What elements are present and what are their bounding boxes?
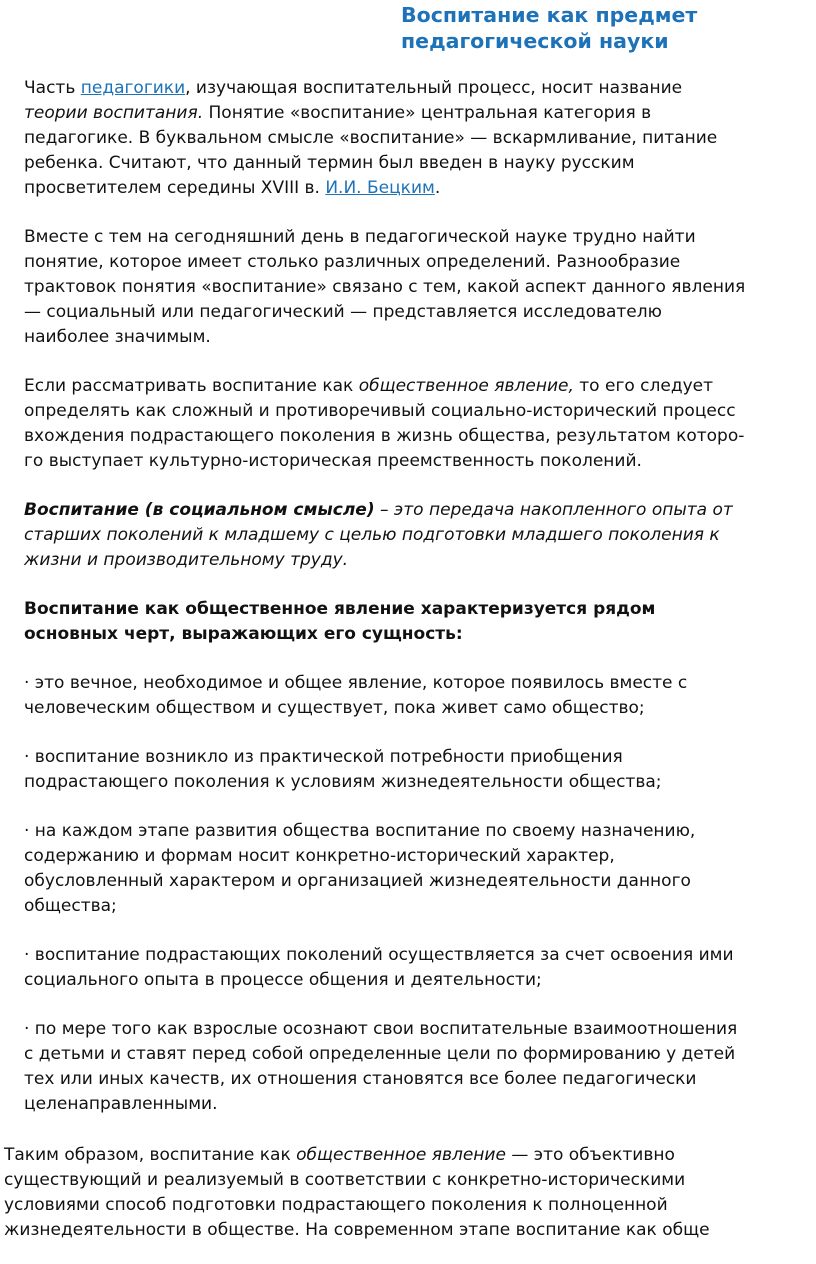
text-line: · по мере того как взрослые осознают свои воспитательные взаимоотношения xyxy=(24,1019,738,1039)
page-title xyxy=(401,2,801,54)
text-line: · воспитание возникло из практической потребности приобщения xyxy=(24,747,623,767)
title-line-1: Воспитание как предмет xyxy=(401,3,698,27)
text-line: человеческим обществом и существует, пока живет само общество; xyxy=(24,698,645,718)
text-line: жизнедеятельности в обществе. На современном этапе воспитание как обще xyxy=(4,1220,710,1240)
text-line: подрастающего поколения к условиям жизнедеятельности общества; xyxy=(24,772,662,792)
link-pedagogy[interactable]: педагогики xyxy=(80,78,186,98)
text-line: ребенка. Считают, что данный термин был введен в науку русским xyxy=(24,153,635,173)
text-segment: – это передача накопленного опыта от xyxy=(374,500,733,520)
text-line: трактовок понятия «воспитание» связано с тем, какой аспект данного явления xyxy=(24,277,746,297)
text-line: основных черт, выражающих его сущность: xyxy=(24,624,463,644)
text-segment: , изучающая воспитательный процесс, носит название xyxy=(185,78,683,98)
text-line: общества; xyxy=(24,896,117,916)
bullet-item xyxy=(24,671,814,721)
text-line: условиями способ подготовки подрастающего поколения к полноценной xyxy=(4,1195,668,1215)
text-line: наиболее значимым. xyxy=(24,327,211,347)
text-line: определять как сложный и противоречивый социально-исторический процесс xyxy=(24,401,736,421)
text-line: · это вечное, необходимое и общее явление, которое появилось вместе с xyxy=(24,673,688,693)
bullet-item xyxy=(24,943,814,993)
paragraph-intro xyxy=(24,76,814,201)
italic-term: общественное явление xyxy=(296,1145,506,1165)
italic-term: общественное явление, xyxy=(358,376,574,396)
paragraph-features-heading xyxy=(24,597,814,647)
bold-term: Воспитание (в социальном смысле) xyxy=(24,500,375,520)
text-line: жизни и производительному труду. xyxy=(24,550,349,570)
text-line: · на каждом этапе развития общества воспитание по своему назначению, xyxy=(24,821,696,841)
article-body xyxy=(24,76,814,1141)
bullet-item xyxy=(24,745,814,795)
text-line: старших поколений к младшему с целью подготовки младшего поколения к xyxy=(24,525,720,545)
text-line: педагогике. В буквальном смысле «воспитание» — вскармливание, питание xyxy=(24,128,718,148)
link-betskoy[interactable]: И.И. Бецким xyxy=(325,178,435,198)
text-line: социального опыта в процессе общения и деятельности; xyxy=(24,970,542,990)
text-segment: . xyxy=(434,178,441,198)
text-line: го выступает культурно-историческая преемственность поколений. xyxy=(24,451,642,471)
paragraph-definitions xyxy=(24,225,814,350)
text-line: обусловленный характером и организацией жизнедеятельности данного xyxy=(24,871,691,891)
title-line-2: педагогической науки xyxy=(401,29,669,53)
text-segment: — это объективно xyxy=(505,1145,675,1165)
text-segment: Таким образом, воспитание как xyxy=(4,1145,297,1165)
text-line: тех или иных качеств, их отношения становятся все более педагогически xyxy=(24,1069,697,1089)
text-line: понятие, которое имеет столько различных определений. Разнообразие xyxy=(24,252,681,272)
text-line: Вместе с тем на сегодняшний день в педагогической науке трудно найти xyxy=(24,227,696,247)
text-line: существующий и реализуемый в соответствии с конкретно-историческими xyxy=(4,1170,686,1190)
text-line: Воспитание как общественное явление характеризуется рядом xyxy=(24,599,656,619)
text-segment: Если рассматривать воспитание как xyxy=(24,376,359,396)
text-segment: Понятие «воспитание» центральная категория в xyxy=(203,103,652,123)
paragraph-social-definition xyxy=(24,498,814,573)
paragraph-social-phenomenon xyxy=(24,374,814,474)
paragraph-conclusion xyxy=(4,1143,814,1243)
text-line: с детьми и ставят перед собой определенные цели по формированию у детей xyxy=(24,1044,736,1064)
text-line: — социальный или педагогический — представляется исследователю xyxy=(24,302,662,322)
text-segment: то его следует xyxy=(573,376,714,396)
text-line: содержанию и формам носит конкретно-исторический характер, xyxy=(24,846,615,866)
text-segment: просветителем середины XVIII в. xyxy=(24,178,326,198)
bullet-item xyxy=(24,819,814,919)
italic-term: теории воспитания. xyxy=(24,103,204,123)
text-line: · воспитание подрастающих поколений осуществляется за счет освоения ими xyxy=(24,945,734,965)
bullet-item xyxy=(24,1017,814,1117)
text-segment: Часть xyxy=(24,78,81,98)
text-line: целенаправленными. xyxy=(24,1094,218,1114)
text-line: вхождения подрастающего поколения в жизнь общества, результатом которо- xyxy=(24,426,745,446)
